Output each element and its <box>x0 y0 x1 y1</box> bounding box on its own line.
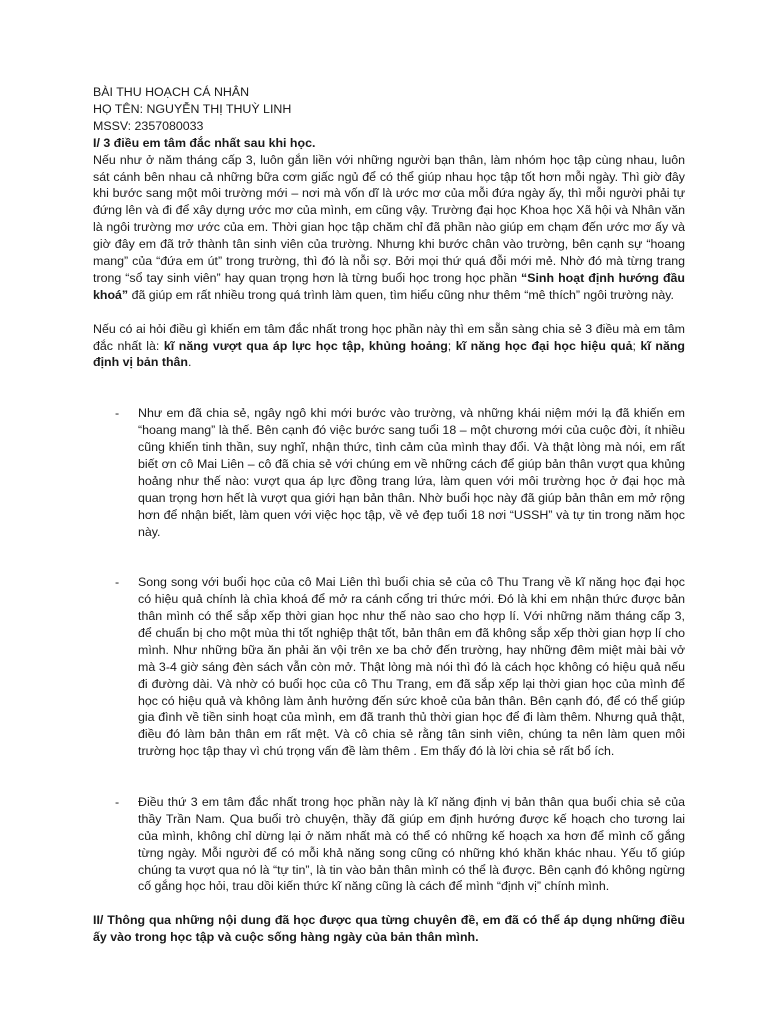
paragraph-gap <box>93 540 685 557</box>
list-item <box>93 574 685 760</box>
list-item-text: Điều thứ 3 em tâm đắc nhất trong học phần này là kĩ năng định vị bản thân qua buổi chia sẻ của thầy Trần Nam. Qua buổi trò chuyện, thầy đã giúp em định hướng được kế hoạch cho tương lai của mình, không chỉ dừng lại ở năm nhất mà có thể có những kế hoạch xa hơn để mình cố gắng từng ngày. Mỗi người để có mỗi khả năng song cũng có những khó khăn khác nhau. Yếu tố giúp chúng ta vượt qua nó là “tự tin”, là tin vào bản thân mình có thể là được. Bên cạnh đó không ngừng cố gắng học hỏi, trau dồi kiến thức kĩ năng cũng là cách để mình “định vị” chính mình. <box>138 794 685 894</box>
paragraph-gap <box>93 895 685 912</box>
student-name: HỌ TÊN: NGUYỄN THỊ THUỲ LINH <box>93 101 292 116</box>
list-item-text: Như em đã chia sẻ, ngây ngô khi mới bước vào trường, và những khái niệm mới lạ đã khiến em “hoang mang” là thế. Bên cạnh đó việc bước sang tuổi 18 – một chương mới của cuộc đời, ít nhiều cũng khiến tinh thần, suy nghĩ, nhận thức, tình cảm của mình thay đổi. Và thật lòng mà nói, em rất biết ơn cô Mai Liên – cô đã chia sẻ với chúng em về những cách để giúp bản thân vượt qua khủng hoảng như thế nào: vượt qua áp lực đồng trang lứa, làm quen với môi trường học ở đại học mà quan trọng hơn hết là vượt qua giới hạn bản thân. Nhờ buổi học này đã giúp bản thân em mở rộng hơn để nhận biết, làm quen với việc học tập, về vẻ đẹp tuổi 18 nơi “USSH” và tự tin trong năm học này. <box>138 406 685 539</box>
summary-paragraph <box>93 321 685 372</box>
separator-1: ; <box>447 338 456 353</box>
document-page <box>93 84 685 946</box>
skill-2: kĩ năng học đại học hiệu quả <box>455 338 633 353</box>
list-item <box>93 794 685 895</box>
paragraph-gap <box>93 304 685 321</box>
paragraph-gap <box>93 371 685 388</box>
intro-text-a: Nếu như ở năm tháng cấp 3, luôn gắn liền với những người bạn thân, làm nhóm học tập cùng nhau, luôn sát cánh bên nhau cả những bữa cơm giấc ngủ để có thể giúp nhau học tập tốt hơn mỗi ngày. Thì giờ đây khi bước sang một môi trường mới – nơi mà vốn dĩ là ước mơ của mỗi đứa ngày ấy, thì mỗi người phải tự đứng lên và đi để xây dựng ước mơ của mình, em cũng vậy. Trường đại học Khoa học Xã hội và Nhân văn là ngôi trường mơ ước của em. Thời gian học tập chăm chỉ đã phần nào giúp em chạm đến ước mơ ấy và giờ đây em đã trở thành tân sinh viên của trường. Nhưng khi bước chân vào trường, bên cạnh sự “hoang mang” của “đứa em út” trong trường, thì đó là nỗi sợ. Bởi mọi thứ quá đỗi mới mẻ. Nhờ đó mà từng trang trong “sổ tay sinh viên” hay quan trọng hơn là từng buổi học trong học phần <box>93 152 685 285</box>
list-item <box>93 405 685 540</box>
skill-1: kĩ năng vượt qua áp lực học tập, khủng hoảng <box>163 338 448 353</box>
paragraph-gap <box>93 388 685 405</box>
bullet-dash: - <box>115 575 120 590</box>
summary-end: . <box>188 355 192 370</box>
document-title: BÀI THU HOẠCH CÁ NHÂN <box>93 85 250 99</box>
course-name: “Sinh hoạt định hướng đầu khoá” <box>93 270 685 302</box>
paragraph-gap <box>93 557 685 574</box>
paragraph-gap <box>93 777 685 794</box>
intro-text-b: đã giúp em rất nhiều trong quá trình làm quen, tìm hiểu cũng như thêm “mê thích” ngôi trường này. <box>128 287 675 302</box>
skill-3: kĩ năng định vị bản thân <box>93 338 686 370</box>
bullet-dash: - <box>115 794 120 809</box>
student-id: MSSV: 2357080033 <box>93 118 204 133</box>
bullet-dash: - <box>115 406 120 421</box>
list-item-text: Song song với buổi học của cô Mai Liên thì buổi chia sẻ của cô Thu Trang về kĩ năng học đại học có hiệu quả chính là chìa khoá để mở ra cánh cổng tri thức mới. Đó là khi em nhận thức được bản thân mình có thể sắp xếp thời gian học như thế nào sao cho hợp lí. Với những năm tháng cấp 3, để chuẩn bị cho một mùa thi tốt nghiệp thật tốt, bản thân em đã không sắp xếp thời gian hợp lí cho mình. Như những bữa ăn phải ăn vội trên xe ba chở đến trường, hay những đêm miệt mài bài vở mà 3-4 giờ sáng đèn sách vẫn còn mở. Thật lòng mà nói thì đó là cách học không có hiệu quả nếu đi đường dài. Và nhờ có buổi học của cô Thu Trang, em đã sắp xếp lại thời gian học của mình để học có hiệu quả và không làm ảnh hưởng đến sức khoẻ của bản thân. Bên cạnh đó, để có thể giúp gia đình về tiền sinh hoạt của mình, em đã tranh thủ thời gian học để đi làm thêm. Nhưng quả thật, điều đó làm bản thân em rất mệt. Và cô chia sẻ rằng tân sinh viên, chúng ta nên làm quen môi trường học tập thay vì chú trọng vấn đề làm thêm . Em thấy đó là lời chia sẻ rất bổ ích. <box>138 575 685 759</box>
summary-text: Nếu có ai hỏi điều gì khiến em tâm đắc nhất trong học phần này thì em sẵn sàng chia sẻ 3 điều mà em tâm đắc nhất là: <box>93 321 685 353</box>
separator-2: ; <box>632 338 641 353</box>
section2-heading: II/ Thông qua những nội dung đã học được qua từng chuyên đề, em đã có thể áp dụng những điều ấy vào trong học tập và cuộc sống hàng ngày của bản thân mình. <box>93 913 685 945</box>
paragraph-gap <box>93 760 685 777</box>
section1-heading: I/ 3 điều em tâm đắc nhất sau khi học. <box>93 135 316 150</box>
intro-paragraph <box>93 152 685 304</box>
skills-list <box>93 405 685 895</box>
